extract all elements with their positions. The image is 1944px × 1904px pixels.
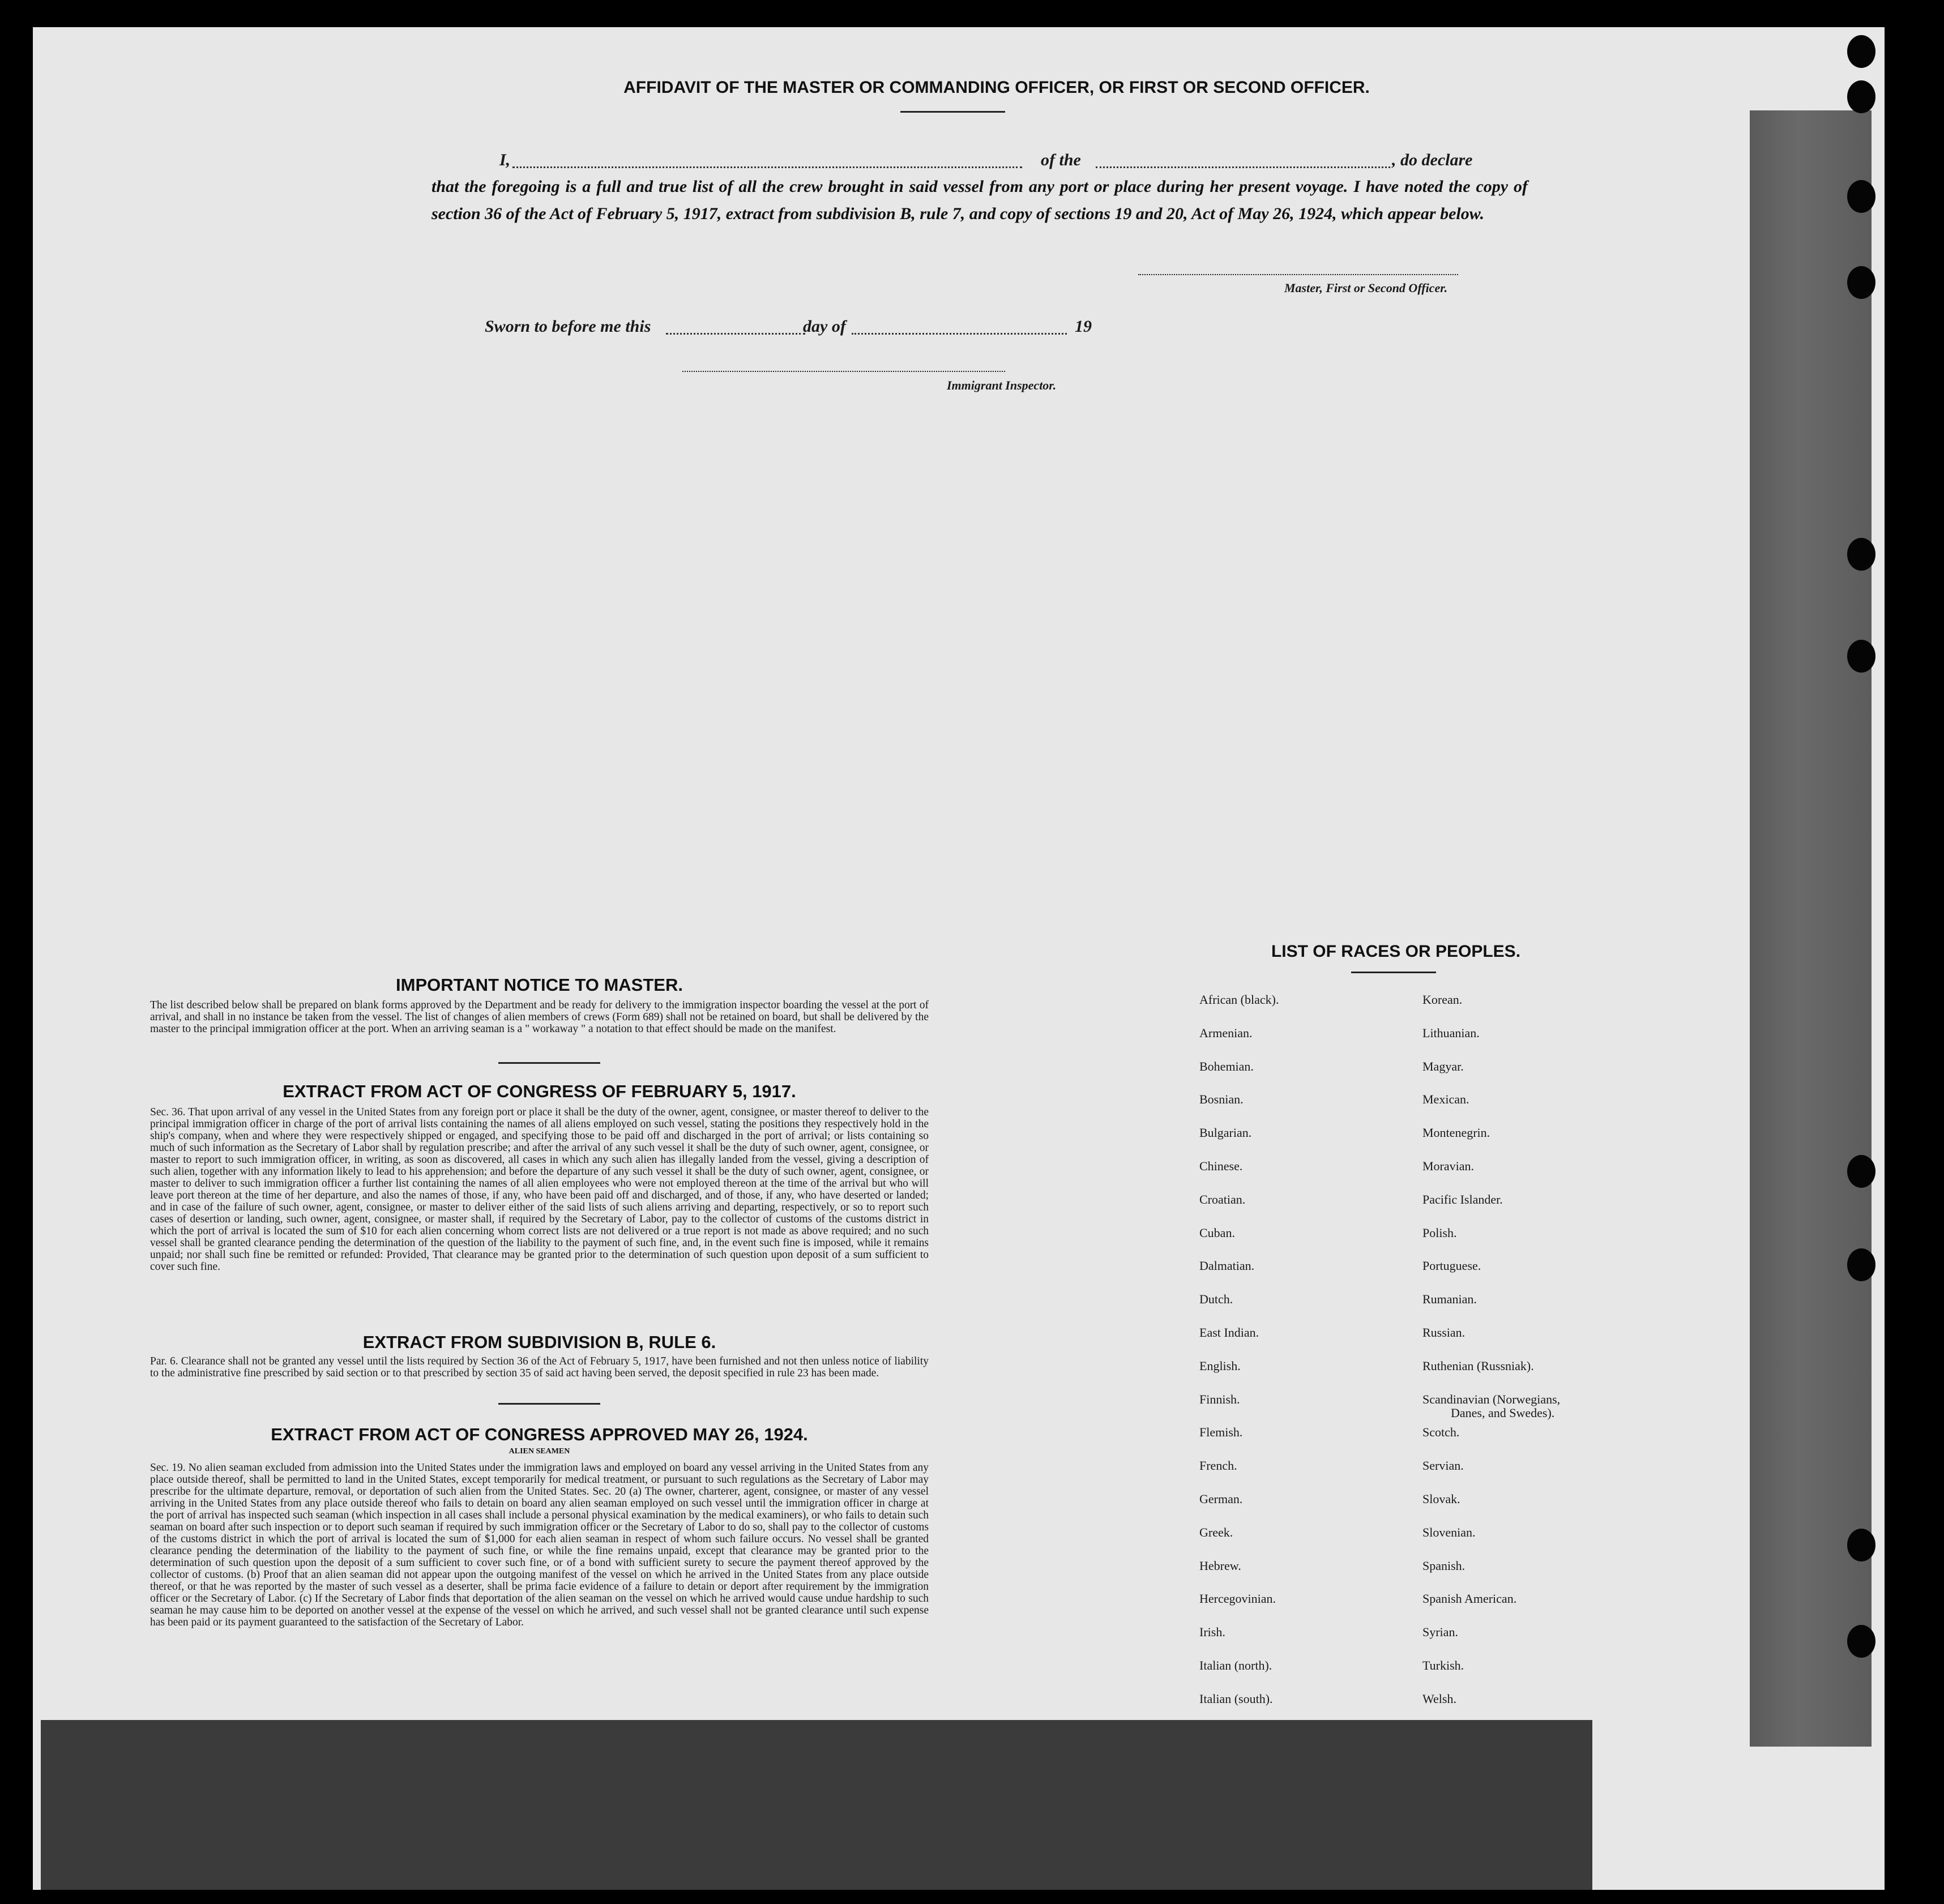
- name-blank[interactable]: [512, 166, 1022, 168]
- races-title: LIST OF RACES OR PEOPLES.: [1271, 942, 1521, 961]
- race-item: Hebrew.: [1199, 1558, 1241, 1573]
- race-item: Cuban.: [1199, 1225, 1235, 1240]
- race-item: Bohemian.: [1199, 1059, 1254, 1073]
- vessel-blank[interactable]: [1096, 166, 1390, 168]
- punch-hole: [1847, 80, 1875, 113]
- race-item: Syrian.: [1422, 1625, 1458, 1640]
- race-item: Chinese.: [1199, 1159, 1243, 1173]
- punch-hole: [1847, 1529, 1875, 1561]
- inspector-label: Immigrant Inspector.: [947, 378, 1057, 392]
- race-item: Dutch.: [1199, 1292, 1233, 1307]
- punch-hole: [1847, 1248, 1875, 1281]
- race-item: Turkish.: [1422, 1658, 1464, 1672]
- race-item: Italian (north).: [1199, 1658, 1272, 1672]
- race-item: Moravian.: [1422, 1159, 1475, 1173]
- day-of-label: day of: [803, 317, 846, 336]
- notice-title: IMPORTANT NOTICE TO MASTER.: [396, 975, 683, 995]
- extract-rule6-title: EXTRACT FROM SUBDIVISION B, RULE 6.: [362, 1332, 716, 1352]
- punch-hole: [1847, 266, 1875, 299]
- race-item: Spanish.: [1422, 1558, 1466, 1573]
- race-item: Finnish.: [1199, 1392, 1240, 1406]
- punch-hole: [1847, 1625, 1875, 1658]
- affidavit-paragraph: that the foregoing is a full and true list of all the crew brought in said vessel from any port or place during her present voyage. I have noted the copy of section 36 of the Act of February 5, 1917, extract from subdivision B, rule 7, and copy of sections 19 and 20, Act of May 26, 1924, which appear below.: [431, 177, 1528, 223]
- race-item: East Indian.: [1199, 1325, 1259, 1340]
- punch-hole: [1847, 640, 1875, 673]
- race-item: Bosnian.: [1199, 1092, 1244, 1107]
- sworn-month-blank[interactable]: [852, 333, 1067, 335]
- race-item: Italian (south).: [1199, 1691, 1273, 1706]
- race-item: Ruthenian (Russniak).: [1422, 1358, 1534, 1373]
- race-item: African (black).: [1199, 992, 1279, 1007]
- race-item: Magyar.: [1422, 1059, 1464, 1073]
- extract-1924-text: Sec. 19. No alien seaman excluded from admission into the United States under the immigration laws and employed on board any vessel arriving in the United States from any place outside thereof, shall be permitted to land in the United States, except temporarily for medical treatment, or pursuant to such regulations as the Secretary of Labor may prescribe for the ultimate departure, removal, or deportation of such alien from the United States. Sec. 20 (a) The owner, charterer, agent, consignee, or master of any vessel arriving in the United States from any place outside thereof who fails to detain on board any alien seaman employed on such vessel until the immigration officer in charge at the port of arrival has inspected such seaman (which inspection in all cases shall include a personal physical examination by the medical examiners), or who fails to detain such seaman on board after such inspection or to deport such seaman if required by such immigration officer or the Secretary of Labor to do so, shall pay to the collector of customs of the customs district in which the port of arrival is located the sum of $1,000 for each alien seaman in respect of whom such failure occurs. No vessel shall be granted clearance pending the determination of the liability to the payment of such fine, or while the fine remains unpaid, except that clearance may be granted prior to the determination of such question upon the deposit of a sum sufficient to cover such fine, or of a bond with sufficient surety to secure the payment thereof approved by the collector of customs. (b) Proof that an alien seaman did not appear upon the outgoing manifest of the vessel on which he arrived in the United States from any place outside thereof, or that he was reported by the master of such vessel as a deserter, shall be prima facie evidence of a failure to detain or deport after requirement by the immigration officer or the Secretary of Labor. (c) If the Secretary of Labor finds that deportation of the alien seaman on the vessel on which he arrived would cause undue hardship to such seaman he may cause him to be deported on another vessel at the expense of the vessel on which he arrived, and such vessel shall not be granted clearance until such expense has been paid or its payment guaranteed to the satisfaction of the Secretary of Labor.: [150, 1462, 929, 1628]
- race-item: Flemish.: [1199, 1425, 1243, 1440]
- extract-1917-title: EXTRACT FROM ACT OF CONGRESS OF FEBRUARY 5, 1917.: [283, 1081, 796, 1101]
- year-label: 19: [1075, 317, 1092, 336]
- punch-hole: [1847, 180, 1875, 213]
- binding-strip: [1750, 110, 1872, 1747]
- race-item: Spanish American.: [1422, 1591, 1517, 1606]
- race-item: French.: [1199, 1458, 1237, 1473]
- master-signature-line[interactable]: [1138, 274, 1458, 275]
- line-i-label: I,: [499, 151, 511, 169]
- race-item: Lithuanian.: [1422, 1025, 1480, 1040]
- race-item: Scandinavian (Norwegians,: [1422, 1392, 1561, 1406]
- race-item: Greek.: [1199, 1525, 1233, 1539]
- race-item: Rumanian.: [1422, 1292, 1477, 1307]
- sworn-day-blank[interactable]: [666, 333, 805, 335]
- punch-hole: [1847, 538, 1875, 571]
- race-item: Portuguese.: [1422, 1259, 1481, 1273]
- notice-divider: [498, 1062, 600, 1064]
- race-item: Mexican.: [1422, 1092, 1469, 1107]
- race-item: Russian.: [1422, 1325, 1466, 1340]
- race-item: Montenegrin.: [1422, 1126, 1490, 1140]
- race-item: Pacific Islander.: [1422, 1192, 1503, 1206]
- race-item: Dalmatian.: [1199, 1259, 1255, 1273]
- race-item: Scotch.: [1422, 1425, 1460, 1440]
- inspector-signature-line[interactable]: [682, 371, 1005, 372]
- race-item: English.: [1199, 1358, 1241, 1373]
- title-underline: [900, 111, 1005, 113]
- race-item: Slovenian.: [1422, 1525, 1476, 1539]
- affidavit-title: AFFIDAVIT OF THE MASTER OR COMMANDING OFFICER, OR FIRST OR SECOND OFFICER.: [623, 78, 1370, 97]
- sworn-label: Sworn to before me this: [485, 317, 651, 336]
- race-item: Irish.: [1199, 1625, 1225, 1640]
- races-underline: [1351, 972, 1436, 973]
- master-label: Master, First or Second Officer.: [1284, 281, 1448, 295]
- punch-hole: [1847, 35, 1875, 68]
- extract-1924-title: EXTRACT FROM ACT OF CONGRESS APPROVED MAY 26, 1924.: [271, 1424, 808, 1444]
- extract-rule6-text: Par. 6. Clearance shall not be granted any vessel until the lists required by Section 36 of the Act of February 5, 1917, have been furnished and not then unless notice of liability to the administrative fine prescribed by said section or to that prescribed by section 35 of said act having been served, the deposit specified in rule 23 has been made.: [150, 1355, 929, 1379]
- punch-hole: [1847, 1155, 1875, 1188]
- dark-band: [41, 1720, 1592, 1890]
- race-item: Hercegovinian.: [1199, 1591, 1276, 1606]
- race-item: Korean.: [1422, 992, 1463, 1007]
- race-item: Bulgarian.: [1199, 1126, 1252, 1140]
- race-item: Servian.: [1422, 1458, 1464, 1473]
- race-item: Slovak.: [1422, 1492, 1460, 1506]
- rule6-divider: [498, 1403, 600, 1405]
- race-item: Armenian.: [1199, 1025, 1253, 1040]
- notice-text: The list described below shall be prepared on blank forms approved by the Department and be ready for delivery to the immigration inspector boarding the vessel at the port of arrival, and shall in no instance be taken from the vessel. The list of changes of alien members of crews (Form 689) shall not be retained on board, but shall be delivered by the master to the principal immigration officer at the port. When an arriving seaman is a " workaway " a notation to that effect should be made on the manifest.: [150, 999, 929, 1035]
- race-item: Croatian.: [1199, 1192, 1246, 1206]
- race-item-continuation: Danes, and Swedes).: [1451, 1405, 1555, 1420]
- race-item: Polish.: [1422, 1225, 1457, 1240]
- line-declare-label: , do declare: [1392, 151, 1473, 169]
- extract-1924-subtitle: ALIEN SEAMEN: [509, 1447, 570, 1456]
- race-item: German.: [1199, 1492, 1243, 1506]
- line-of-label: of the: [1041, 151, 1081, 169]
- extract-1917-text: Sec. 36. That upon arrival of any vessel in the United States from any foreign port or place it shall be the duty of the owner, agent, consignee, or master thereof to deliver to the principal immigration officer in charge of the port of arrival lists containing the names of all aliens employed on such vessel, stating the positions they respectively hold in the ship's company, when and where they were respectively shipped or engaged, and specifying those to be paid off and discharged in the port of arrival; or lists containing so much of such information as the Secretary of Labor shall by regulation prescribe; and after the arrival of any such vessel it shall be the duty of such owner, agent, consignee, or master to report to such immigration officer, in writing, as soon as discovered, all cases in which any such alien has illegally landed from the vessel, giving a description of such alien, together with any information likely to lead to his apprehension; and before the departure of any such vessel it shall be the duty of such owner, agent, consignee, or master to deliver to such immigration officer a further list containing the names of all alien employees who were not employed thereon at the time of the arrival but who will leave port thereon at the time of her departure, and also the names of those, if any, who have been paid off and discharged, and of those, if any, who have deserted or landed; and in case of the failure of such owner, agent, consignee, or master to deliver either of the said lists of such aliens arriving and departing, respectively, or so to report such cases of desertion or landing, such owner, agent, consignee, or master shall, if required by the Secretary of Labor, pay to the collector of customs of the customs district in which the port of arrival is located the sum of $10 for each alien concerning whom correct lists are not delivered or a true report is not made as above required; and no such vessel shall be granted clearance pending the determination of the question of the liability to the payment of such fine, and, in the event such fine is imposed, while it remains unpaid; nor shall such fine be remitted or refunded: Provided, That clearance may be granted prior to the determination of such question upon deposit of a sum sufficient to cover such fine.: [150, 1106, 929, 1273]
- race-item: Welsh.: [1422, 1691, 1456, 1706]
